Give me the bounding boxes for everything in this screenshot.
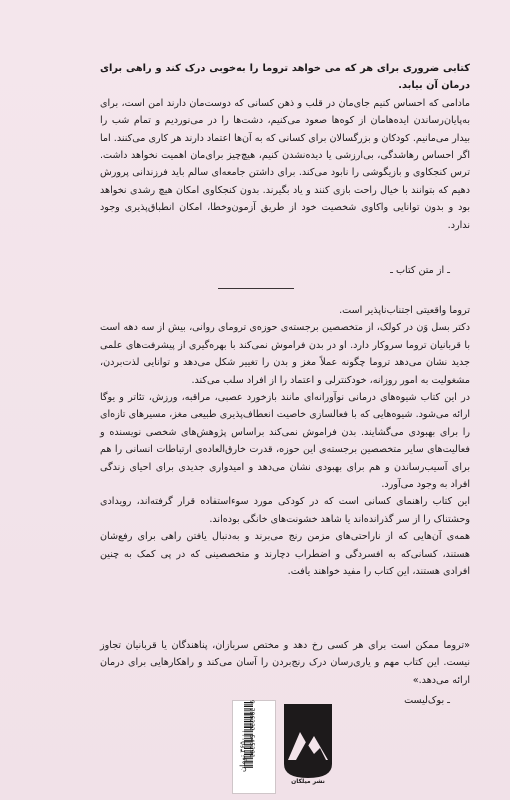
- review-quote: [100, 637, 470, 689]
- description-paragraph: همه‌ی آن‌هایی که از ناراحتی‌های مزمن رنج می‌برند و به‌دنبال یافتن راهی برای رفع‌شان هستند، کسانی‌که به افسردگی و اضطراب دچارند و متخصصینی که در پی کمک به چنین افرادی هستند، این کتاب را مفید خواهند یافت.: [100, 531, 470, 578]
- description-paragraph: در این کتاب شیوه‌های درمانی نوآورانه‌ای مانند بازخورد عصبی، مراقبه، ورزش، تئاتر و یوگا ارائه می‌شود. شیوه‌هایی که با فعالسازی خاصیت انعطاف‌پذیری طبیعی مغز، مسیرهای تازه‌ای را برای بهبودی می‌گشایند. بدن فراموش نمی‌کند براساس پژوهش‌های شخصی نویسنده و فعالیت‌های سایر متخصصین برجسته‌ی این حوزه، قدرت خارق‌العاده‌ی ارتباطات انسانی را هم برای آسیب‌رساندن و هم برای بهبودی نشان می‌دهد و امیدواری جدیدی برای احیای زندگی افراد به وجود می‌آورد.: [100, 392, 470, 491]
- barcode-number: 9 786222 545291: [248, 700, 256, 758]
- description-paragraph: تروما واقعیتی اجتناب‌ناپذیر است.: [339, 305, 470, 316]
- review-quote-text: «تروما ممکن است برای هر کسی رخ دهد و مختص سربازان، پناهندگان یا قربانیان تجاوز نیست. این کتاب مهم و یاری‌رسان درک رنج‌بردن را آسان می‌کند و راهکارهایی برای درمان ارائه می‌دهد.»: [100, 640, 470, 686]
- excerpt-block: [100, 60, 470, 234]
- section-divider: [218, 288, 294, 289]
- excerpt-lead: کتابی ضروری برای هر که می خواهد تروما را به‌خوبی درک کند و راهی برای درمان آن بیابد.: [100, 63, 470, 92]
- price-label: ۳۶۵۰۰۰ تومان: [238, 729, 247, 772]
- description-paragraph: دکتر بسل وَن در کولک، از متخصصین برجسته‌ی حوزه‌ی ترومای روانی، بیش از سه دهه است با قربانیان تروما سروکار دارد. او در بدن فراموش نمی‌کند با بهره‌گیری از پیشرفت‌های علمی جدید نشان می‌دهد تروما چگونه عملاً مغز و بدن را تغییر شکل می‌دهد و توانایی لذت‌بردن، مشغولیت به امور روزانه، خودکنترلی و اعتماد را از افراد سلب می‌کند.: [100, 322, 470, 386]
- description-paragraph: این کتاب راهنمای کسانی است که در کودکی مورد سوءاستفاده قرار گرفته‌اند، رویدادی وحشتناک را از سر گذرانده‌اند یا شاهد خشونت‌های خانگی بوده‌اند.: [100, 496, 470, 525]
- publisher-name: نشر میلکان: [291, 778, 325, 785]
- review-attribution: ـ بوک‌لیست: [404, 695, 450, 706]
- description-block: [100, 302, 470, 581]
- excerpt-attribution: ـ از متن کتاب ـ: [390, 265, 450, 276]
- excerpt-text: مادامی که احساس کنیم جای‌مان در قلب و ذهن کسانی که دوست‌مان دارند امن است، برای به‌پایان‌رساندن ایده‌هامان از کوه‌ها صعود می‌کنیم، دشت‌ها را در می‌نوردیم و تمام شب را بیدار می‌مانیم. کودکان و بزرگسالان برای کسانی که به آن‌ها اعتماد دارند هر کاری می‌کنند. اما اگر احساس رهاشدگی، بی‌ارزشی یا دیده‌نشدن کنیم، هیچ‌چیز برای‌مان اهمیت نخواهد داشت. ترس کنجکاوی و بازیگوشی را نابود می‌کند. برای داشتن جامعه‌ای سالم باید فرزندانی پرورش دهیم که بتوانند با خیال راحت بازی کنند و یاد بگیرند. بدون کنجکاوی امکان هیچ رشدی نخواهد بود و بدون توانایی واکاوی شخصیت خود از طریق آزمون‌وخطا، امکان انطباق‌پذیری وجود ندارد.: [100, 97, 470, 231]
